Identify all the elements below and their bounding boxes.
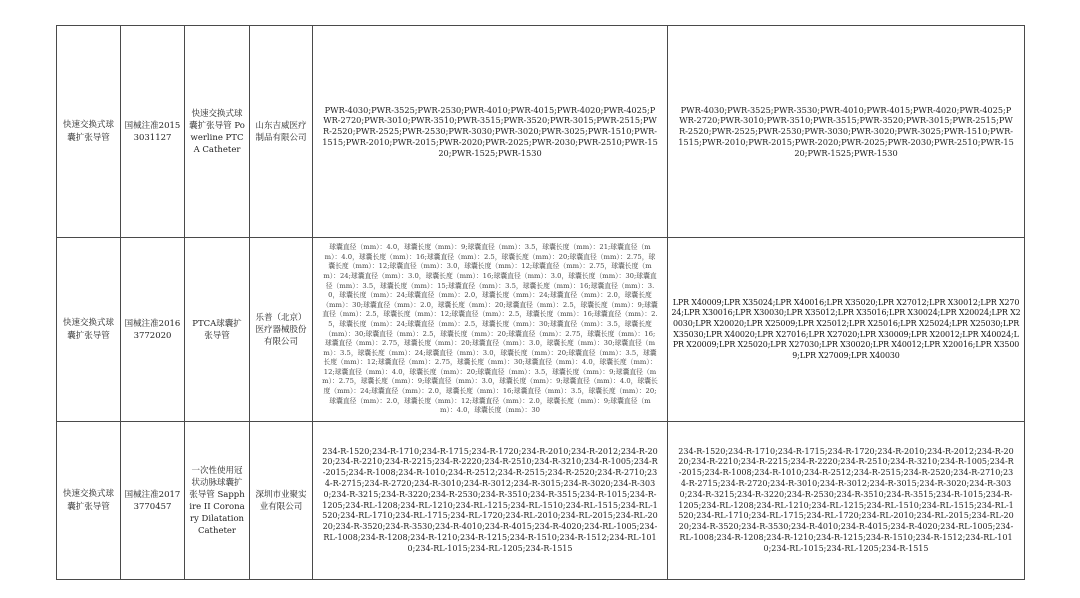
spec-cell	[313, 238, 668, 422]
manufacturer-cell: 深圳市业聚实业有限公司	[250, 422, 313, 580]
spec-model-cell	[668, 422, 1025, 580]
spec-model-text: 234-R-1520;234-R-1710;234-R-1715;234-R-1720;234-R-2010;234-R-2012;234-R-2020;234-R-2210;234-R-2215;234-R-2220;234-R-2510;234-R-3210;234-R-1005;234-R-2015;234-R-1008;234-R-1010;234-R-2512;234-R-2515;234-R-2520;234-R-2710;234-R-2715;234-R-2720;234-R-3010;234-R-3012;234-R-3015;234-R-3020;234-R-3030;234-R-3215;234-R-3220;234-R-2530;234-R-3510;234-R-3515;234-R-1015;234-R-1205;234-RL-1208;234-RL-1210;234-RL-1215;234-RL-1510;234-RL-1515;234-RL-1520;234-RL-1710;234-RL-1715;234-RL-1720;234-RL-2010;234-RL-2015;234-RL-2020;234-R-3520;234-R-3530;234-R-4010;234-R-4015;234-R-4020;234-RL-1005;234-RL-1008;234-R-1208;234-R-1210;234-R-1215;234-R-1510;234-R-1512;234-RL-1010;234-RL-1015;234-RL-1205;234-R-1515	[678, 446, 1014, 553]
spec-model-cell	[668, 238, 1025, 422]
category-cell: 快速交换式球囊扩张导管	[57, 238, 121, 422]
spec-model-cell	[668, 26, 1025, 238]
registration-number-cell: 国械注准20163772020	[121, 238, 185, 422]
manufacturer-cell: 山东吉威医疗制品有限公司	[250, 26, 313, 238]
spec-cell	[313, 26, 668, 238]
product-name-cell: 一次性使用冠状动脉球囊扩张导管 Sapphire II Coronary Dilatation Catheter	[185, 422, 250, 580]
spec-text: 234-R-1520;234-R-1710;234-R-1715;234-R-1720;234-R-2010;234-R-2012;234-R-2020;234-R-2210;234-R-2215;234-R-2220;234-R-2510;234-R-3210;234-R-1005;234-R-2015;234-R-1008;234-R-1010;234-R-2512;234-R-2515;234-R-2520;234-R-2710;234-R-2715;234-R-2720;234-R-3010;234-R-3012;234-R-3015;234-R-3020;234-R-3030;234-R-3215;234-R-3220;234-R-2530;234-R-3510;234-R-3515;234-R-1015;234-R-1205;234-RL-1208;234-RL-1210;234-RL-1215;234-RL-1510;234-RL-1515;234-RL-1520;234-RL-1710;234-RL-1715;234-RL-1720;234-RL-2010;234-RL-2015;234-RL-2020;234-R-3520;234-R-3530;234-R-4010;234-R-4015;234-R-4020;234-RL-1005;234-RL-1008;234-R-1208;234-R-1210;234-R-1215;234-R-1510;234-R-1512;234-RL-1010;234-RL-1015;234-RL-1205;234-R-1515	[322, 446, 658, 553]
registration-number-cell: 国械注准20153031127	[121, 26, 185, 238]
spec-text: 球囊直径（mm）：4.0，球囊长度（mm）：9;球囊直径（mm）：3.5，球囊长度（mm）：21;球囊直径（mm）：4.0，球囊长度（mm）：16;球囊直径（mm）：2.5，球囊长度（mm）：20;球囊直径（mm）：2.75，球囊长度（mm）：12;球囊直径（mm）：3.0，球囊长度（mm）：12;球囊直径（mm）：2.75，球囊长度（mm）：24;球囊直径（mm）：3.0，球囊长度（mm）：16;球囊直径（mm）：3.0，球囊长度（mm）：30;球囊直径（mm）：3.5，球囊长度（mm）：15;球囊直径（mm）：3.5，球囊长度（mm）：16;球囊直径（mm）：3.0，球囊长度（mm）：24;球囊直径（mm）：2.0，球囊长度（mm）：24;球囊直径（mm）：2.0，球囊长度（mm）：30;球囊直径（mm）：2.0，球囊长度（mm）：20;球囊直径（mm）：2.5，球囊长度（mm）：9;球囊直径（mm）：2.5，球囊长度（mm）：12;球囊直径（mm）：2.5，球囊长度（mm）：16;球囊直径（mm）：2.5，球囊长度（mm）：24;球囊直径（mm）：2.5，球囊长度（mm）：30;球囊直径（mm）：3.5，球囊长度（mm）：30;球囊直径（mm）：2.5，球囊长度（mm）：20;球囊直径（mm）：2.75，球囊长度（mm）：16;球囊直径（mm）：2.75，球囊长度（mm）：20;球囊直径（mm）：3.0，球囊长度（mm）：30;球囊直径（mm）：3.5，球囊长度（mm）：24;球囊直径（mm）：3.0，球囊长度（mm）：20;球囊直径（mm）：3.5，球囊长度（mm）：12;球囊直径（mm）：2.75，球囊长度（mm）：30;球囊直径（mm）：4.0，球囊长度（mm）：12;球囊直径（mm）：4.0，球囊长度（mm）：20;球囊直径（mm）：3.5，球囊长度（mm）：9;球囊直径（mm）：2.75，球囊长度（mm）：9;球囊直径（mm）：3.0，球囊长度（mm）：9;球囊直径（mm）：4.0，球囊长度（mm）：24;球囊直径（mm）：2.0，球囊长度（mm）：16;球囊直径（mm）：3.5，球囊长度（mm）：20;球囊直径（mm）：2.0，球囊长度（mm）：12;球囊直径（mm）：2.0，球囊长度（mm）：9;球囊直径（mm）：4.0，球囊长度（mm）：30	[322, 243, 658, 415]
spec-text: PWR-4030;PWR-3525;PWR-2530;PWR-4010;PWR-4015;PWR-4020;PWR-4025;PWR-2720;PWR-3010;PWR-3510;PWR-3515;PWR-3520;PWR-3015;PWR-2515;PWR-2520;PWR-2525;PWR-2530;PWR-3030;PWR-3020;PWR-3025;PWR-1510;PWR-1515;PWR-2010;PWR-2015;PWR-2020;PWR-2025;PWR-2030;PWR-2510;PWR-1520;PWR-1525;PWR-1530	[322, 104, 658, 158]
spec-model-text: PWR-4030;PWR-3525;PWR-3530;PWR-4010;PWR-4015;PWR-4020;PWR-4025;PWR-2720;PWR-3010;PWR-3510;PWR-3515;PWR-3520;PWR-3015;PWR-2515;PWR-2520;PWR-2525;PWR-2530;PWR-3030;PWR-3020;PWR-3025;PWR-1510;PWR-1515;PWR-2010;PWR-2015;PWR-2020;PWR-2025;PWR-2030;PWR-2510;PWR-1520;PWR-1525;PWR-1530	[678, 104, 1014, 158]
product-name-cell: 快速交换式球囊扩张导管 Powerline PTCA Catheter	[185, 26, 250, 238]
table-row	[57, 26, 1025, 238]
manufacturer-cell: 乐普（北京）医疗器械股份有限公司	[250, 238, 313, 422]
category-cell: 快速交换式球囊扩张导管	[57, 422, 121, 580]
device-spec-table	[56, 25, 1025, 580]
product-name-cell: PTCA球囊扩张导管	[185, 238, 250, 422]
table-row	[57, 238, 1025, 422]
table-row	[57, 422, 1025, 580]
spec-model-text: LPR X40009;LPR X35024;LPR X40016;LPR X35020;LPR X27012;LPR X30012;LPR X27024;LPR X30016;LPR X30030;LPR X35012;LPR X35016;LPR X30024;LPR X20024;LPR X20030;LPR X20020;LPR X25009;LPR X25012;LPR X25016;LPR X25024;LPR X25030;LPR X35030;LPR X40020;LPR X27016;LPR X27020;LPR X30009;LPR X20012;LPR X40024;LPR X20009;LPR X25020;LPR X27030;LPR X30020;LPR X40012;LPR X20016;LPR X35009;LPR X27009;LPR X40030	[671, 297, 1021, 360]
registration-number-cell: 国械注准20173770457	[121, 422, 185, 580]
category-cell: 快速交换式球囊扩张导管	[57, 26, 121, 238]
spec-cell	[313, 422, 668, 580]
